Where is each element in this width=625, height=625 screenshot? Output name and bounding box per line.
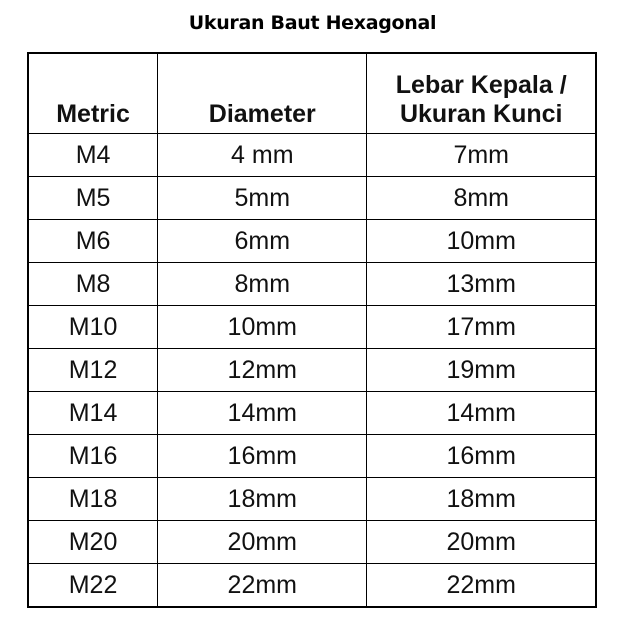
cell-head-width: 14mm [367, 392, 596, 435]
table-row [28, 263, 596, 306]
cell-metric: M5 [28, 177, 158, 220]
cell-head-width: 16mm [367, 435, 596, 478]
table-row [28, 134, 596, 177]
table-row [28, 564, 596, 608]
cell-diameter: 14mm [158, 392, 367, 435]
cell-diameter: 10mm [158, 306, 367, 349]
cell-head-width: 17mm [367, 306, 596, 349]
cell-head-width: 20mm [367, 521, 596, 564]
page-title: Ukuran Baut Hexagonal [188, 12, 437, 34]
cell-metric: M22 [28, 564, 158, 608]
cell-head-width: 10mm [367, 220, 596, 263]
cell-diameter: 6mm [158, 220, 367, 263]
cell-diameter: 5mm [158, 177, 367, 220]
header-diameter: Diameter [158, 53, 367, 134]
header-metric: Metric [28, 53, 158, 134]
cell-head-width: 8mm [367, 177, 596, 220]
cell-diameter: 16mm [158, 435, 367, 478]
cell-metric: M12 [28, 349, 158, 392]
cell-metric: M8 [28, 263, 158, 306]
cell-diameter: 12mm [158, 349, 367, 392]
cell-diameter: 4 mm [158, 134, 367, 177]
table-row [28, 392, 596, 435]
cell-diameter: 22mm [158, 564, 367, 608]
table-row [28, 521, 596, 564]
table-header-row [28, 53, 596, 134]
cell-metric: M16 [28, 435, 158, 478]
cell-metric: M6 [28, 220, 158, 263]
cell-diameter: 18mm [158, 478, 367, 521]
cell-metric: M4 [28, 134, 158, 177]
table-row [28, 435, 596, 478]
bolt-size-table [27, 52, 597, 608]
cell-head-width: 13mm [367, 263, 596, 306]
cell-diameter: 8mm [158, 263, 367, 306]
header-head-width [367, 53, 596, 134]
cell-head-width: 18mm [367, 478, 596, 521]
table-row [28, 177, 596, 220]
header-head-width-line1: Lebar Kepala / [395, 71, 567, 99]
cell-metric: M18 [28, 478, 158, 521]
table-row [28, 349, 596, 392]
header-head-width-line2: Ukuran Kunci [399, 100, 563, 128]
table-row [28, 478, 596, 521]
cell-metric: M14 [28, 392, 158, 435]
cell-head-width: 7mm [367, 134, 596, 177]
cell-metric: M20 [28, 521, 158, 564]
table-row [28, 220, 596, 263]
cell-metric: M10 [28, 306, 158, 349]
table-row [28, 306, 596, 349]
cell-head-width: 22mm [367, 564, 596, 608]
cell-head-width: 19mm [367, 349, 596, 392]
cell-diameter: 20mm [158, 521, 367, 564]
